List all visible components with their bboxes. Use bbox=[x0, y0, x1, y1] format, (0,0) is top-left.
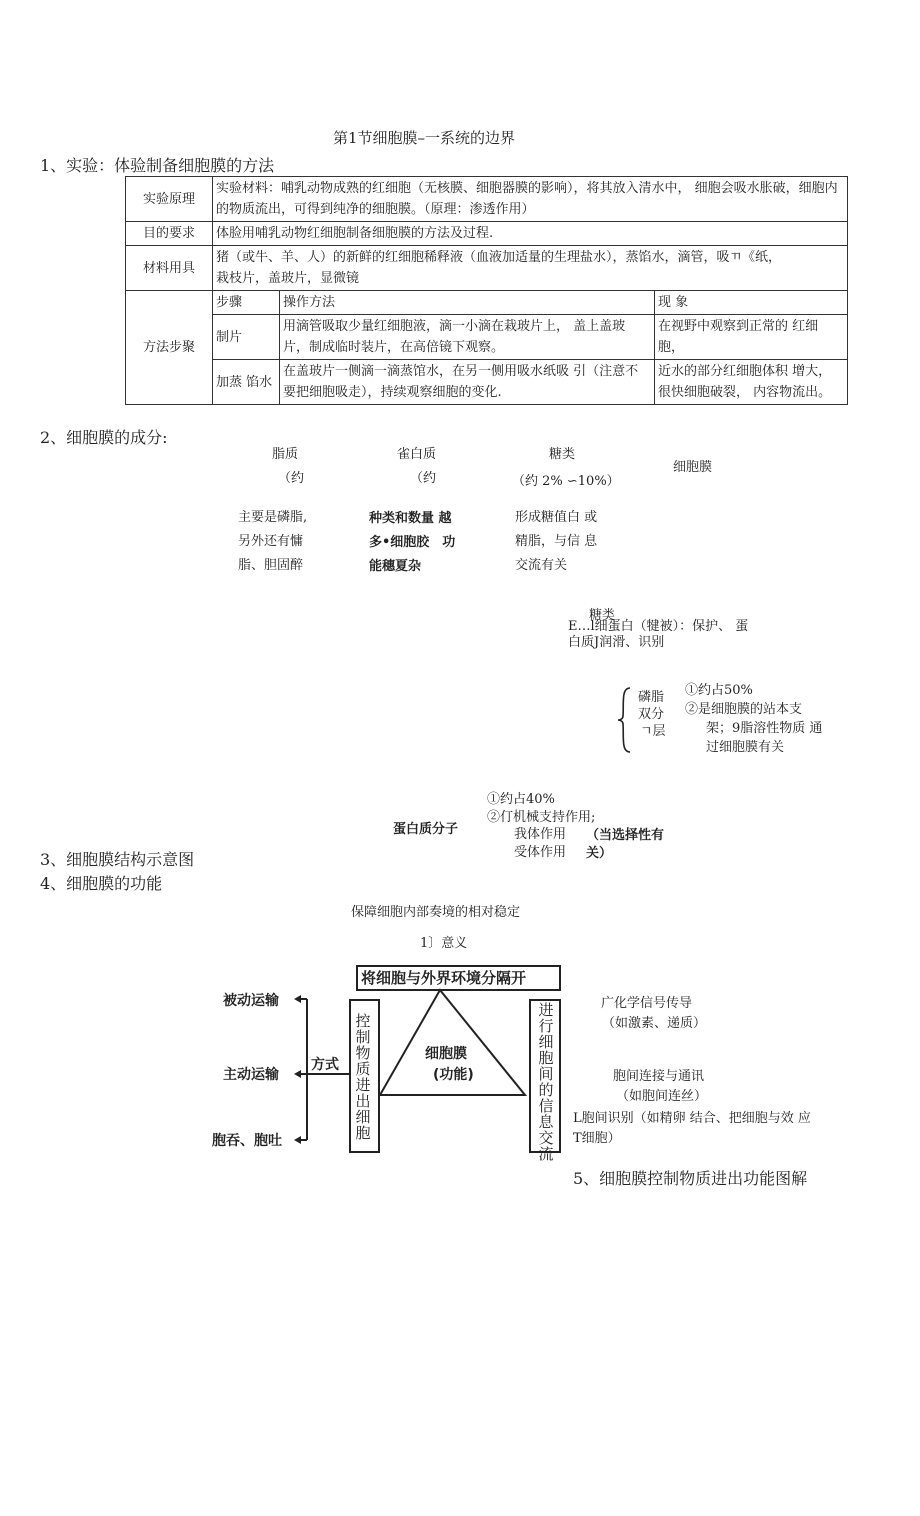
col-header-step: 步骤 bbox=[213, 291, 280, 315]
protein-percent: （约 bbox=[410, 471, 437, 486]
glyco-line-2: 白质J润滑、识别 bbox=[568, 635, 665, 650]
step-2: 加蒸 馅水 bbox=[213, 360, 280, 405]
recognition-1: L胞间识别（如精卵 结合、把细胞与效 应 bbox=[573, 1111, 811, 1126]
signal-sub: （如激素、递质） bbox=[602, 1016, 707, 1031]
sugar-desc-1: 形成糖值白 或 bbox=[515, 510, 598, 525]
passive-transport: 被动运输 bbox=[223, 993, 279, 1009]
glyco-line-1: E…l细蛋白（犍被）：保护、 蛋 bbox=[568, 619, 749, 634]
table-row bbox=[126, 246, 848, 291]
lipid-percent: （约 bbox=[278, 471, 305, 486]
sugar-label: 糖类 bbox=[549, 447, 576, 462]
table-row bbox=[126, 360, 848, 405]
sugar-desc-3: 交流有关 bbox=[515, 558, 568, 573]
lipid-label: 脂质 bbox=[272, 447, 299, 462]
endo-exocytosis: 胞吞、胞吐 bbox=[212, 1133, 282, 1149]
center-title: 细胞膜 bbox=[425, 1046, 467, 1062]
bilayer-note-2: ②是细胞膜的站本支 bbox=[685, 702, 803, 717]
col-header-phenomenon: 现 象 bbox=[655, 291, 848, 315]
bilayer-note-4: 过细胞膜有关 bbox=[706, 740, 785, 755]
row-label-principle: 实验原理 bbox=[126, 177, 213, 222]
protein-desc-3: 能穗夏杂 bbox=[369, 559, 422, 574]
row-label-purpose: 目的要求 bbox=[126, 222, 213, 246]
junction-sub: （如胞间连丝） bbox=[616, 1089, 708, 1104]
sugar-percent: （约 2% ∽10%） bbox=[512, 474, 620, 489]
protein-molecule-label: 蛋白质分子 bbox=[393, 822, 459, 837]
protein-label: 雀白质 bbox=[397, 447, 437, 462]
bilayer-2: 双分 bbox=[638, 707, 665, 722]
table-row bbox=[126, 177, 848, 222]
left-brace-icon bbox=[614, 686, 636, 754]
center-subtitle: (功能) bbox=[433, 1067, 474, 1083]
section-4-heading: 4、细胞膜的功能 bbox=[40, 874, 163, 893]
section-3-heading: 3、细胞膜结构示意图 bbox=[40, 850, 195, 869]
table-row bbox=[126, 291, 848, 315]
purpose-text: 体脸用哺乳动物红细胞制备细胞膜的方法及过程. bbox=[213, 222, 848, 246]
significance-label: 1〕意义 bbox=[420, 936, 468, 951]
col-header-operation: 操作方法 bbox=[280, 291, 655, 315]
section-2-heading: 2、细胞膜的成分: bbox=[40, 428, 168, 447]
row-label-materials: 材料用具 bbox=[126, 246, 213, 291]
mode-label: 方式 bbox=[311, 1057, 339, 1073]
sugar-desc-2: 精脂，与信 息 bbox=[515, 534, 598, 549]
section-5-heading: 5、细胞膜控制物质进出功能图解 bbox=[573, 1169, 808, 1188]
glyco-sugar-label: 糖类 bbox=[589, 608, 616, 623]
lipid-desc-3: 脂、胆固醉 bbox=[238, 558, 304, 573]
table-row bbox=[126, 222, 848, 246]
lipid-desc-2: 另外还有慵 bbox=[238, 534, 304, 549]
materials-text: 猪（或牛、羊、人）的新鲜的红细胞稀释液（血液加适量的生理盐水），蒸馅水，滴管，吸ㄲ《纸，栽枝片，盖玻片，显微镜 bbox=[213, 246, 848, 291]
protein-bold-2: 关） bbox=[586, 846, 613, 861]
table-row bbox=[126, 315, 848, 360]
recognition-2: T细胞） bbox=[573, 1131, 621, 1146]
step-1-phenomenon: 在视野中观察到正常的 红细胞， bbox=[655, 315, 848, 360]
control-label: 控制物质进出细胞 bbox=[355, 1012, 371, 1142]
lipid-desc-1: 主要是磷脂, bbox=[238, 510, 308, 525]
bilayer-3: ㄱ层 bbox=[640, 724, 666, 739]
protein-note-1: ①约占40% bbox=[487, 792, 555, 807]
page-title: 第1节细胞膜–一系统的边界 bbox=[333, 129, 516, 147]
protein-note-3: 我体作用 bbox=[514, 827, 567, 842]
row-label-method: 方法步聚 bbox=[126, 291, 213, 405]
significance-top: 保障细胞内部奏境的相对稳定 bbox=[351, 905, 521, 920]
junction-label: 胞间连接与通讯 bbox=[613, 1069, 705, 1084]
signal-label: 广化学信号传导 bbox=[601, 996, 693, 1011]
separate-label: 将细胞与外界环境分隔开 bbox=[361, 969, 527, 987]
active-transport: 主动运输 bbox=[223, 1067, 279, 1083]
exchange-label: 进行细胞间的信息交流 bbox=[538, 1001, 554, 1163]
protein-desc-2: 多•细胞胶 功 bbox=[369, 535, 456, 550]
step-2-operation: 在盖玻片一侧滴一滴蒸馆水，在另一侧用吸水纸吸 引（注意不要把细胞吸走），持续观察细胞的变化. bbox=[280, 360, 655, 405]
step-1: 制片 bbox=[213, 315, 280, 360]
bilayer-1: 磷脂 bbox=[638, 690, 665, 705]
experiment-table bbox=[125, 176, 848, 405]
membrane-label: 细胞膜 bbox=[673, 460, 713, 475]
principle-text: 实验材料：哺乳动物成熟的红细胞（无核膜、细胞器膜的影响），将其放入清水中， 细胞会吸水胀破，细胞内的物质流出，可得到纯净的细胞膜。（原理：渗透作用） bbox=[213, 177, 848, 222]
protein-note-4: 受体作用 bbox=[514, 845, 567, 860]
protein-desc-1: 种类和数量 越 bbox=[369, 511, 452, 526]
protein-bold-1: （当选择性有 bbox=[586, 828, 665, 843]
section-1-heading: 1、实验：体验制备细胞膜的方法 bbox=[40, 156, 275, 175]
step-1-operation: 用滴管吸取少量红细胞液，滴一小滴在栽玻片上， 盖上盖玻片，制成临时装片，在高倍镜下观察。 bbox=[280, 315, 655, 360]
bilayer-note-1: ①约占50% bbox=[685, 683, 753, 698]
step-2-phenomenon: 近水的部分红细胞体积 增大，很快细胞破裂， 内容物流出。 bbox=[655, 360, 848, 405]
protein-note-2: ②仃机械支持作用; bbox=[487, 810, 596, 825]
bilayer-note-3: 架；9脂溶性物质 通 bbox=[706, 721, 823, 736]
